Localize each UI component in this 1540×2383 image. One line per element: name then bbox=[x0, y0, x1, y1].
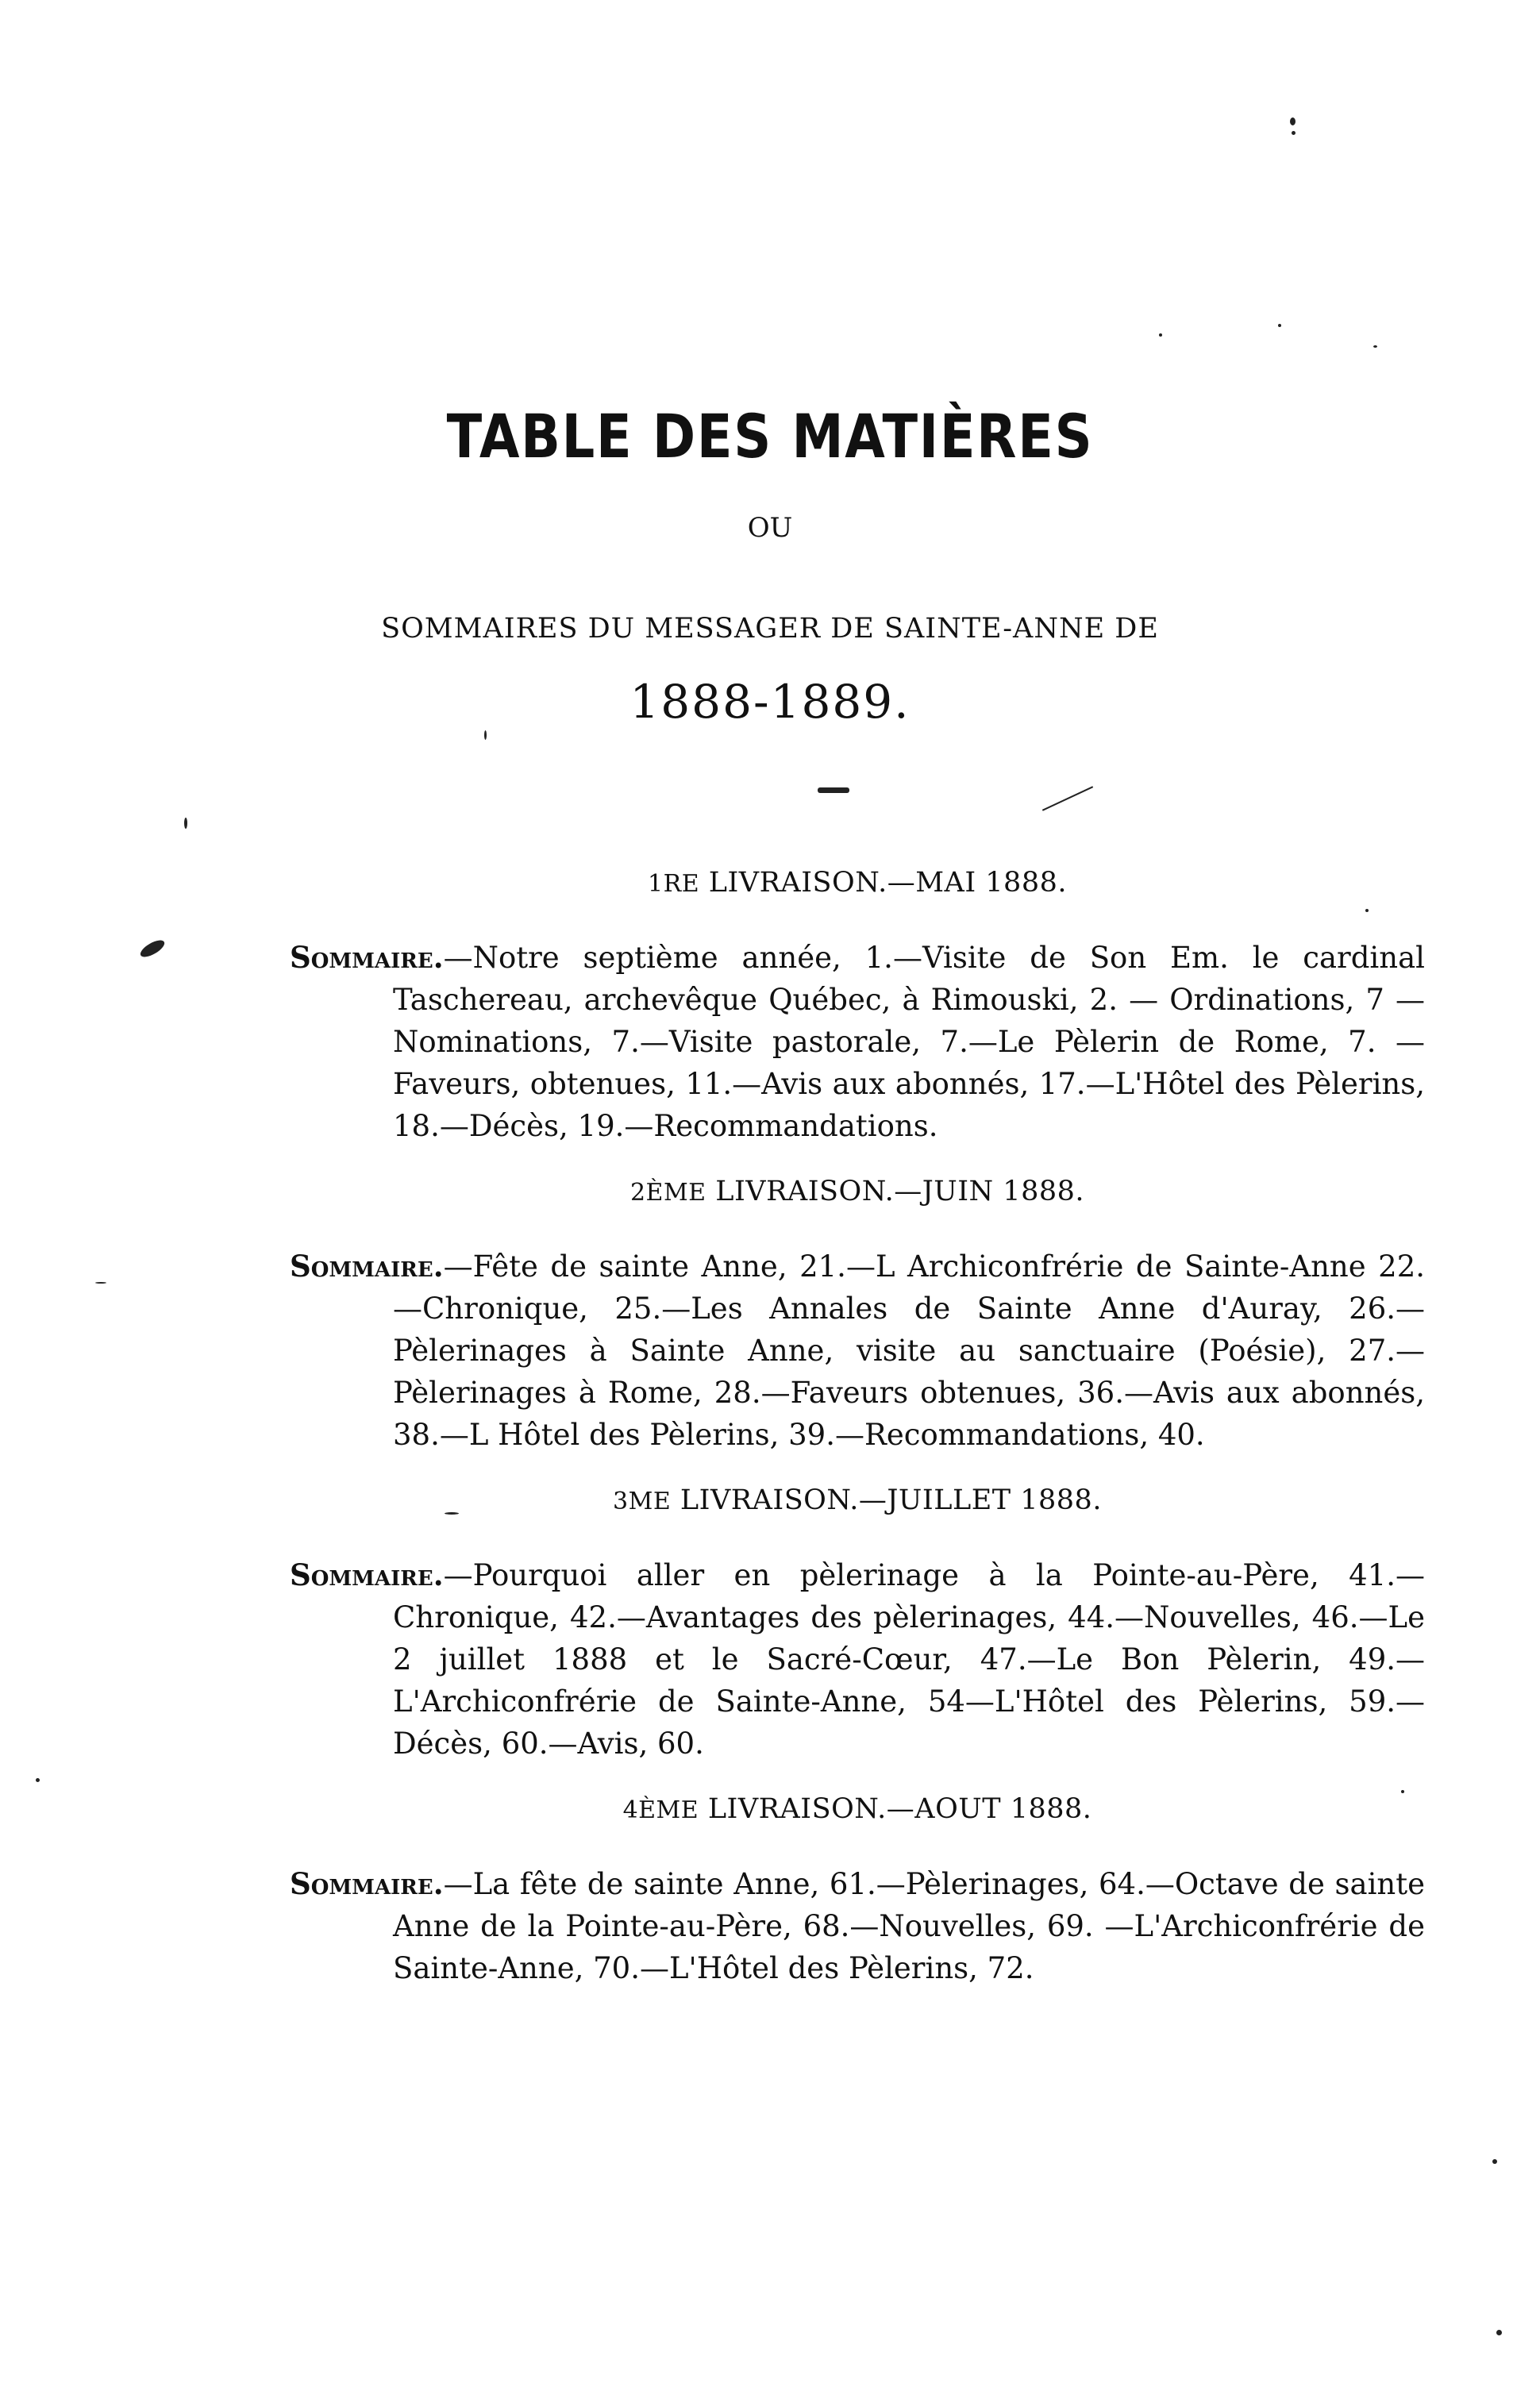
livraison-number: 3ME bbox=[613, 1488, 672, 1515]
print-speck bbox=[1292, 131, 1296, 135]
sommaire-label: Sommaire. bbox=[290, 940, 444, 975]
sommaire-entry bbox=[290, 1863, 1425, 1989]
sommaire-label: Sommaire. bbox=[290, 1866, 444, 1901]
livraison-number: 4ÈME bbox=[622, 1796, 699, 1824]
livraison-heading bbox=[290, 1483, 1425, 1519]
sommaire-text: —Fête de sainte Anne, 21.—L Archiconfrérie de Sainte-Anne 22.—Chronique, 25.—Les Annales de Sainte Anne d'Auray, 26.—Pèlerinages à Sainte Anne, visite au sanctuaire (Poésie), 27.—Pèlerinages à Rome, 28.—Faveurs obtenues, 36.—Avis aux abonnés, 38.—L Hôtel des Pèlerins, 39.—Recommandations, 40. bbox=[393, 1249, 1425, 1452]
livraison-heading bbox=[290, 865, 1425, 902]
livraison-section bbox=[290, 1174, 1425, 1456]
livraison-section bbox=[290, 865, 1425, 1147]
print-speck bbox=[1496, 2330, 1502, 2335]
sommaire-text: —Notre septième année, 1.—Visite de Son Em. le cardinal Taschereau, archevêque Québec, à Rimouski, 2. — Ordinations, 7 —Nominations, 7.—Visite pastorale, 7.—Le Pèlerin de Rome, 7. —Faveurs, obtenues, 11.—Avis aux abonnés, 17.—L'Hôtel des Pèlerins, 18.—Décès, 19.—Recommandations. bbox=[393, 941, 1425, 1143]
title-connector: OU bbox=[747, 512, 793, 544]
print-speck bbox=[1290, 117, 1296, 125]
year-range: 1888-1889. bbox=[629, 675, 911, 729]
sommaire-entry bbox=[290, 1554, 1425, 1765]
livraison-heading bbox=[290, 1174, 1425, 1211]
table-of-contents bbox=[290, 865, 1425, 2016]
print-speck bbox=[1278, 324, 1281, 327]
ornament-divider bbox=[818, 787, 849, 793]
print-speck bbox=[1492, 2159, 1497, 2164]
livraison-number: 2ÈME bbox=[629, 1179, 706, 1207]
sommaire-entry bbox=[290, 1245, 1425, 1456]
livraison-title: LIVRAISON.—JUIN 1888. bbox=[715, 1176, 1085, 1207]
print-speck bbox=[138, 937, 167, 960]
print-speck bbox=[36, 1778, 40, 1782]
print-speck bbox=[1042, 786, 1093, 810]
print-speck bbox=[184, 818, 187, 829]
print-speck bbox=[95, 1282, 106, 1284]
sommaire-entry bbox=[290, 937, 1425, 1147]
sommaire-text: —Pourquoi aller en pèlerinage à la Pointe-au-Père, 41.—Chronique, 42.—Avantages des pèlerinages, 44.—Nouvelles, 46.—Le 2 juillet 1888 et le Sacré-Cœur, 47.—Le Bon Pèlerin, 49.—L'Archiconfrérie de Sainte-Anne, 54—L'Hôtel des Pèlerins, 59.—Décès, 60.—Avis, 60. bbox=[393, 1558, 1425, 1761]
sommaire-text: —La fête de sainte Anne, 61.—Pèlerinages, 64.—Octave de sainte Anne de la Pointe-au-Père, 68.—Nouvelles, 69. —L'Archiconfrérie de Sainte-Anne, 70.—L'Hôtel des Pèlerins, 72. bbox=[393, 1867, 1425, 1985]
print-speck bbox=[1373, 345, 1377, 348]
print-speck bbox=[484, 730, 487, 740]
page-subtitle: SOMMAIRES DU MESSAGER DE SAINTE-ANNE DE bbox=[381, 613, 1159, 645]
livraison-section bbox=[290, 1483, 1425, 1765]
livraison-number: 1RE bbox=[648, 870, 700, 898]
livraison-title: LIVRAISON.—AOUT 1888. bbox=[707, 1793, 1092, 1825]
livraison-section bbox=[290, 1792, 1425, 1989]
livraison-title: LIVRAISON.—MAI 1888. bbox=[708, 867, 1067, 899]
livraison-heading bbox=[290, 1792, 1425, 1828]
sommaire-label: Sommaire. bbox=[290, 1249, 444, 1284]
sommaire-label: Sommaire. bbox=[290, 1557, 444, 1592]
livraison-title: LIVRAISON.—JUILLET 1888. bbox=[680, 1484, 1102, 1516]
page-title: TABLE DES MATIÈRES bbox=[446, 401, 1094, 472]
print-speck bbox=[1159, 333, 1162, 337]
